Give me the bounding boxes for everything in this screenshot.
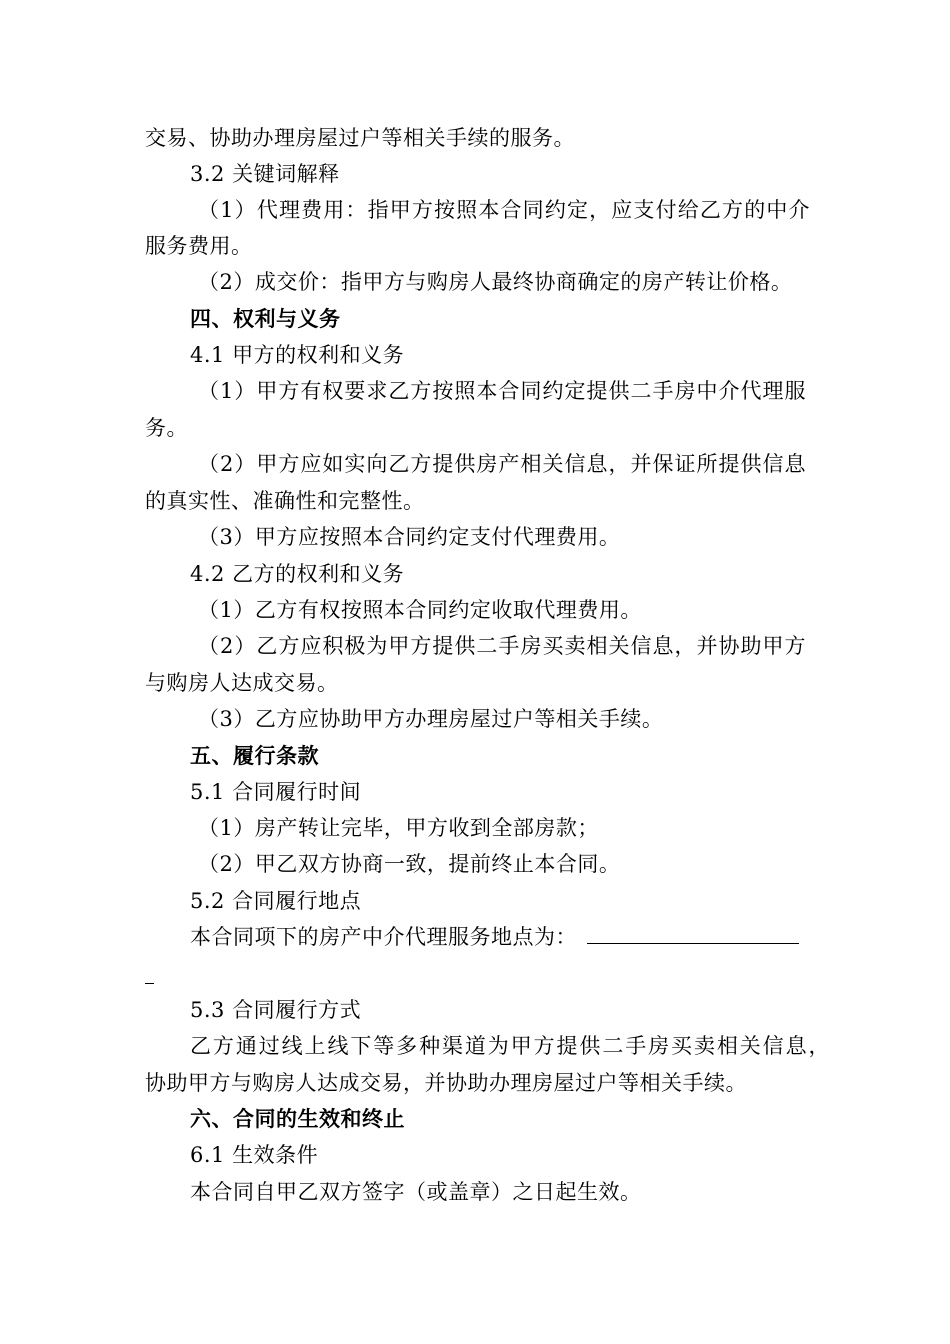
- subsection-heading: 6.1 生效条件: [190, 1143, 319, 1167]
- paragraph-line: （3）甲方应按照本合同约定支付代理费用。: [198, 525, 621, 549]
- subsection-heading: 4.2 乙方的权利和义务: [190, 562, 405, 586]
- paragraph-line: （2）乙方应积极为甲方提供二手房买卖相关信息，并协助甲方: [198, 634, 806, 658]
- venue-blank-field[interactable]: [587, 925, 799, 944]
- paragraph-line: 协助甲方与购房人达成交易，并协助办理房屋过户等相关手续。: [145, 1071, 747, 1095]
- paragraph-line: （1）乙方有权按照本合同约定收取代理费用。: [198, 598, 642, 622]
- paragraph-line: （2）成交价：指甲方与购房人最终协商确定的房产转让价格。: [198, 270, 793, 294]
- paragraph-line: 服务费用。: [145, 234, 253, 258]
- subsection-heading: 5.1 合同履行时间: [190, 780, 362, 804]
- paragraph-line: （1）甲方有权要求乙方按照本合同约定提供二手房中介代理服: [198, 379, 806, 403]
- paragraph-line: （1）房产转让完毕，甲方收到全部房款；: [198, 816, 599, 840]
- section-heading: 六、合同的生效和终止: [190, 1107, 405, 1131]
- paragraph-line: （3）乙方应协助甲方办理房屋过户等相关手续。: [198, 707, 664, 731]
- section-heading: 五、履行条款: [190, 744, 319, 768]
- paragraph-line: （1）代理费用：指甲方按照本合同约定，应支付给乙方的中介: [198, 198, 810, 222]
- subsection-heading: 3.2 关键词解释: [190, 162, 340, 186]
- venue-line: [190, 923, 799, 951]
- paragraph-line: （2）甲乙双方协商一致，提前终止本合同。: [198, 852, 621, 876]
- venue-label: 本合同项下的房产中介代理服务地点为：: [190, 925, 577, 949]
- venue-blank-continuation: [145, 982, 154, 984]
- subsection-heading: 5.2 合同履行地点: [190, 889, 362, 913]
- section-heading: 四、权利与义务: [190, 307, 341, 331]
- subsection-heading: 4.1 甲方的权利和义务: [190, 343, 405, 367]
- paragraph-line: （2）甲方应如实向乙方提供房产相关信息，并保证所提供信息: [198, 452, 806, 476]
- paragraph-line: 交易、协助办理房屋过户等相关手续的服务。: [145, 126, 575, 150]
- paragraph-line: 本合同自甲乙双方签字（或盖章）之日起生效。: [190, 1180, 642, 1204]
- subsection-heading: 5.3 合同履行方式: [190, 998, 362, 1022]
- paragraph-line: 与购房人达成交易。: [145, 671, 339, 695]
- paragraph-line: 务。: [145, 416, 188, 440]
- paragraph-line: 的真实性、准确性和完整性。: [145, 489, 425, 513]
- paragraph-line: 乙方通过线上线下等多种渠道为甲方提供二手房买卖相关信息，: [190, 1034, 830, 1058]
